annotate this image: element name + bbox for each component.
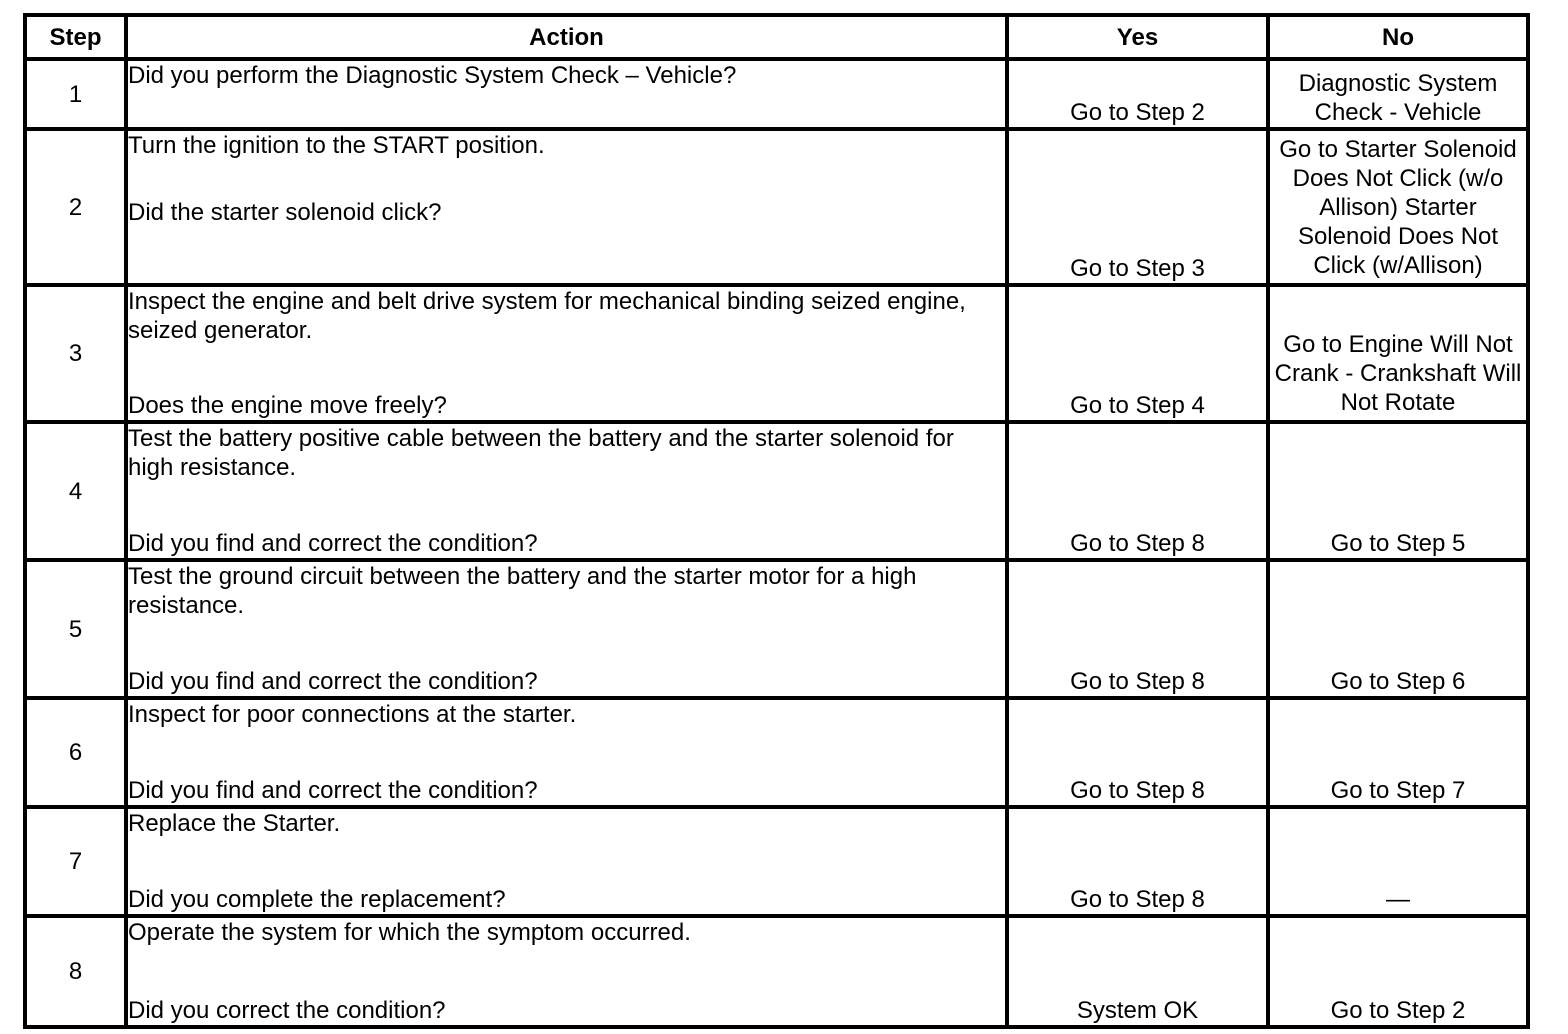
no-cell: Go to Step 6 <box>1268 560 1528 698</box>
no-cell: — <box>1268 807 1528 916</box>
no-cell: Go to Step 5 <box>1268 422 1528 560</box>
action-instruction: Replace the Starter. <box>128 810 341 837</box>
step-number: 1 <box>25 59 126 129</box>
yes-cell: System OK <box>1007 916 1268 1027</box>
table-row <box>25 59 1528 129</box>
yes-cell: Go to Step 8 <box>1007 560 1268 698</box>
table-row <box>25 807 1528 916</box>
action-question: Did you find and correct the condition? <box>128 530 538 557</box>
action-cell <box>126 807 1007 916</box>
action-cell <box>126 698 1007 807</box>
action-question: Did you find and correct the condition? <box>128 777 538 804</box>
step-number: 7 <box>25 807 126 916</box>
action-question: Did you correct the condition? <box>128 997 446 1024</box>
action-instruction: Inspect for poor connections at the starter. <box>128 701 577 728</box>
table-row <box>25 422 1528 560</box>
diagnostic-table <box>23 13 1530 1029</box>
action-instruction: Test the battery positive cable between the battery and the starter solenoid for high resistance. <box>128 425 954 481</box>
header-action: Action <box>126 15 1007 59</box>
step-number: 2 <box>25 129 126 285</box>
action-instruction: Operate the system for which the symptom occurred. <box>128 919 691 946</box>
action-cell <box>126 129 1007 285</box>
action-instruction: Did you perform the Diagnostic System Check – Vehicle? <box>128 62 737 89</box>
action-instruction: Inspect the engine and belt drive system for mechanical binding seized engine, seized generator. <box>128 288 966 344</box>
yes-cell: Go to Step 3 <box>1007 129 1268 285</box>
no-cell: Diagnostic System Check - Vehicle <box>1268 59 1528 129</box>
yes-cell: Go to Step 8 <box>1007 422 1268 560</box>
yes-cell: Go to Step 8 <box>1007 807 1268 916</box>
table-row <box>25 129 1528 285</box>
no-cell: Go to Starter Solenoid Does Not Click (w/o Allison) Starter Solenoid Does Not Click (w/Allison) <box>1268 129 1528 285</box>
yes-cell: Go to Step 4 <box>1007 285 1268 422</box>
no-cell: Go to Engine Will Not Crank - Crankshaft Will Not Rotate <box>1268 285 1528 422</box>
header-row <box>25 15 1528 59</box>
step-number: 8 <box>25 916 126 1027</box>
action-cell <box>126 422 1007 560</box>
table-row <box>25 698 1528 807</box>
step-number: 4 <box>25 422 126 560</box>
action-cell <box>126 285 1007 422</box>
table-row <box>25 560 1528 698</box>
step-number: 6 <box>25 698 126 807</box>
table-row <box>25 916 1528 1027</box>
action-cell <box>126 560 1007 698</box>
header-no: No <box>1268 15 1528 59</box>
action-instruction: Turn the ignition to the START position. <box>128 132 545 159</box>
no-cell: Go to Step 7 <box>1268 698 1528 807</box>
action-question: Did you complete the replacement? <box>128 886 506 913</box>
yes-cell: Go to Step 2 <box>1007 59 1268 129</box>
yes-cell: Go to Step 8 <box>1007 698 1268 807</box>
action-instruction: Test the ground circuit between the battery and the starter motor for a high resistance. <box>128 563 917 619</box>
action-cell <box>126 916 1007 1027</box>
action-question: Does the engine move freely? <box>128 392 447 419</box>
table-row <box>25 285 1528 422</box>
no-cell: Go to Step 2 <box>1268 916 1528 1027</box>
step-number: 5 <box>25 560 126 698</box>
step-number: 3 <box>25 285 126 422</box>
header-yes: Yes <box>1007 15 1268 59</box>
action-cell <box>126 59 1007 129</box>
action-question: Did you find and correct the condition? <box>128 668 538 695</box>
header-step: Step <box>25 15 126 59</box>
action-question: Did the starter solenoid click? <box>128 199 442 226</box>
